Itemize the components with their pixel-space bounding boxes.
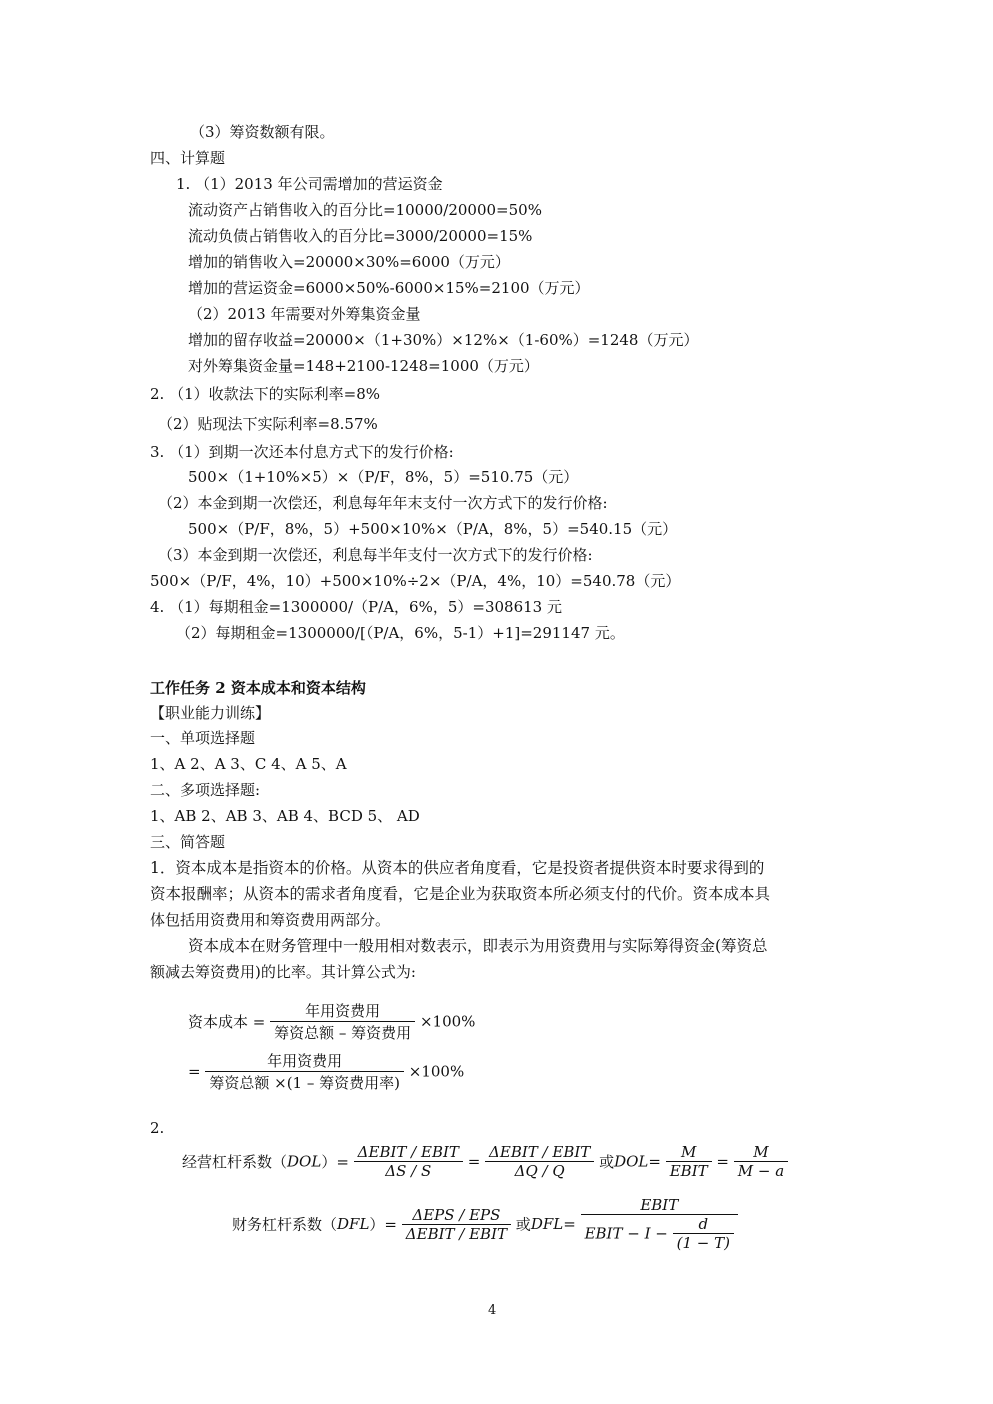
formula2-tail: ×100% [408, 1062, 465, 1081]
dfl-symbol: DFL [337, 1215, 370, 1233]
line-8: 增加的留存收益=20000×（1+30%）×12%×（1-60%）=1248（万元） [188, 331, 699, 349]
dfl-fraction-1 [402, 1206, 511, 1243]
dfl-inner-numerator: d [698, 1215, 709, 1233]
dol-fraction-2 [485, 1143, 594, 1180]
line-4: 流动负债占销售收入的百分比=3000/20000=15% [188, 227, 533, 245]
dfl-formula [232, 1196, 738, 1252]
dol-symbol-2: DOL [614, 1152, 649, 1171]
line-3: 流动资产占销售收入的百分比=10000/20000=50% [188, 201, 542, 219]
line-17: 500×（P/F，4%，10）+500×10%÷2×（P/A，4%，10）=540.78（元） [150, 572, 681, 590]
dol-f2-denominator: ΔQ / Q [485, 1161, 594, 1180]
line-22: 一、单项选择题 [150, 729, 256, 747]
dol-eq2: = [648, 1152, 661, 1171]
formula2-numerator: 年用资费用 [267, 1052, 343, 1070]
dol-f4-numerator: M [753, 1143, 769, 1161]
dfl-f2-denominator [581, 1214, 738, 1252]
dol-label: 经营杠杆系数（ [182, 1153, 288, 1171]
dfl-f2-numerator: EBIT [640, 1196, 679, 1214]
dfl-inner-denominator: (1 − T) [673, 1233, 734, 1252]
line-1: 四、计算题 [150, 149, 226, 167]
dol-symbol: DOL [287, 1152, 322, 1171]
line-12: 3. （1）到期一次还本付息方式下的发行价格: [150, 443, 454, 461]
dfl-eq: = [563, 1215, 576, 1233]
dfl-close: ）= [369, 1215, 397, 1234]
dol-fraction-1 [354, 1143, 463, 1180]
line-27: 1．资本成本是指资本的价格。从资本的供应者角度看，它是投资者提供资本时要求得到的 [150, 859, 765, 877]
dol-f1-denominator: ΔS / S [354, 1161, 463, 1180]
formula2-fraction [205, 1050, 404, 1093]
line-18: 4. （1）每期租金=1300000/（P/A，6%，5）=308613 元 [150, 598, 562, 616]
dol-fraction-3 [666, 1143, 712, 1180]
dfl-fraction-2 [581, 1196, 738, 1252]
dol-fraction-4 [734, 1143, 788, 1180]
line-6: 增加的营运资金=6000×50%-6000×15%=2100（万元） [188, 279, 590, 297]
line-15: 500×（P/F，8%，5）+500×10%×（P/A，8%，5）=540.15（元） [188, 520, 678, 538]
dol-eq3: = [716, 1152, 729, 1171]
line-19: （2）每期租金=1300000/[（P/A，6%，5-1）+1]=291147 元。 [176, 624, 625, 642]
capital-cost-formula-1 [188, 1000, 475, 1043]
dol-or: 或 [599, 1153, 615, 1171]
dfl-or: 或 [515, 1215, 531, 1234]
dfl-f1-denominator: ΔEBIT / EBIT [402, 1224, 511, 1243]
dfl-f2-denominator-main: EBIT − I − [584, 1224, 668, 1243]
line-25: 1、AB 2、AB 3、AB 4、BCD 5、 AD [150, 807, 420, 825]
section-heading: 工作任务 2 资本成本和资本结构 [150, 679, 366, 697]
dfl-label: 财务杠杆系数（ [232, 1215, 338, 1234]
line-2: 1. （1）2013 年公司需增加的营运资金 [176, 175, 443, 193]
line-28: 资本报酬率；从资本的需求者角度看，它是企业为获取资本所必须支付的代价。资本成本具 [150, 885, 771, 903]
formula1-fraction [270, 1000, 415, 1043]
formula1-denominator: 筹资总额 – 筹资费用 [270, 1021, 415, 1043]
line-11: （2）贴现法下实际利率=8.57% [158, 415, 378, 433]
line-30: 资本成本在财务管理中一般用相对数表示，即表示为用资费用与实际筹得资金(筹资总 [188, 937, 768, 955]
dol-eq: = [467, 1152, 481, 1171]
dol-f1-numerator: ΔEBIT / EBIT [357, 1143, 459, 1161]
dfl-f1-numerator: ΔEPS / EPS [412, 1205, 501, 1224]
line-23: 1、A 2、A 3、C 4、A 5、A [150, 755, 347, 773]
dfl-symbol-2: DFL [530, 1215, 564, 1233]
dol-f4-denominator: M − a [734, 1161, 788, 1180]
line-0: （3）筹资数额有限。 [190, 123, 335, 141]
formula1-numerator: 年用资费用 [305, 1002, 381, 1020]
line-21: 【职业能力训练】 [150, 704, 271, 722]
dol-f2-numerator: ΔEBIT / EBIT [489, 1143, 591, 1161]
dfl-inner-fraction [673, 1215, 734, 1252]
line-32: 2. [150, 1119, 165, 1137]
dol-formula [182, 1143, 788, 1180]
dol-f3-numerator: M [681, 1143, 697, 1161]
page-number: 4 [488, 1303, 497, 1318]
dol-close: ）= [321, 1153, 349, 1171]
line-24: 二、多项选择题: [150, 781, 261, 799]
line-10: 2. （1）收款法下的实际利率=8% [150, 385, 380, 403]
formula2-lhs: = [188, 1062, 201, 1081]
formula1-tail: ×100% [419, 1012, 476, 1031]
line-26: 三、简答题 [150, 833, 226, 851]
dol-f3-denominator: EBIT [666, 1161, 712, 1180]
line-5: 增加的销售收入=20000×30%=6000（万元） [188, 253, 510, 271]
line-14: （2）本金到期一次偿还，利息每年年末支付一次方式下的发行价格: [158, 494, 608, 512]
line-31: 额减去筹资费用)的比率。其计算公式为: [150, 963, 416, 981]
line-7: （2）2013 年需要对外筹集资金量 [188, 305, 421, 323]
formula2-denominator: 筹资总额 ×(1 – 筹资费用率) [205, 1071, 404, 1093]
line-13: 500×（1+10%×5）×（P/F，8%，5）=510.75（元） [188, 468, 579, 486]
line-16: （3）本金到期一次偿还，利息每半年支付一次方式下的发行价格: [158, 546, 593, 564]
capital-cost-formula-2 [188, 1050, 464, 1093]
formula1-lhs: 资本成本 = [188, 1013, 266, 1031]
line-9: 对外筹集资金量=148+2100-1248=1000（万元） [188, 357, 539, 375]
line-29: 体包括用资费用和筹资费用两部分。 [150, 911, 391, 929]
